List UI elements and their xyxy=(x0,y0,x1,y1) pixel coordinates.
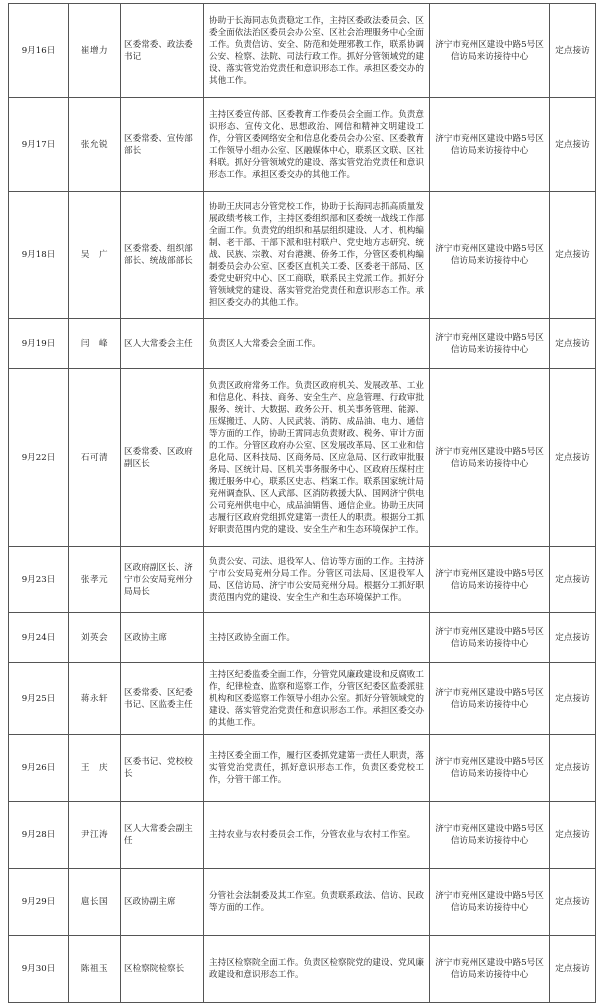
row-official-name: 张孝元 xyxy=(69,547,121,613)
row-duty: 协助王庆同志分管党校工作，协助于长海同志抓高质量发展政绩考核工作，主持区委组织部和区委统一战线工作部全面工作。负责党的组织和基层组织建设、人才、机构编制、老干部、干部下派和驻村联户、党史地方志研究、统战、民族、宗教、对台港澳、侨务工作，分管区委机构编制委员会办公室、区委区直机关工委、区委老干部局、区委党史研究中心、区工商联，联系民主党派工作。抓好分管领域党的建设、落实管党治党责任和意识形态工作。承担区委交办的其他工作。 xyxy=(204,192,430,319)
row-date: 9月26日 xyxy=(9,735,69,802)
row-duty: 负责区人大常委会全面工作。 xyxy=(204,319,430,369)
row-duty: 负责公安、司法、退役军人、信访等方面的工作。主持济宁市公安局兖州分局工作。分管区司法局、区退役军人局、区信访局、济宁市公安局兖州分局。根据分工抓好职责范围内党的建设、安全生产和生态环境保护工作。 xyxy=(204,547,430,613)
schedule-row xyxy=(9,547,596,613)
row-reception-mode: 定点接访 xyxy=(550,936,596,1003)
schedule-row xyxy=(9,98,596,192)
row-address: 济宁市兖州区建设中路5号区信访局来访接待中心 xyxy=(430,319,550,369)
row-duty: 主持区纪委监委全面工作，分管党风廉政建设和反腐败工作，纪律检查、监察和巡察工作，分管区纪委区监委派驻机构和区委巡察工作领导小组办公室。抓好分管领域党的建设、落实管党治党责任和意识形态工作。承担区委交办的其他工作。 xyxy=(204,663,430,735)
row-official-name: 尹江涛 xyxy=(69,802,121,869)
row-position: 区政协主席 xyxy=(121,613,204,663)
row-position: 区委常委、区纪委书记、区监委主任 xyxy=(121,663,204,735)
row-official-name: 张允锐 xyxy=(69,98,121,192)
row-date: 9月22日 xyxy=(9,369,69,547)
row-position: 区委常委、政法委书记 xyxy=(121,4,204,98)
row-reception-mode: 定点接访 xyxy=(550,869,596,936)
row-position: 区委常委、宣传部部长 xyxy=(121,98,204,192)
row-position: 区人大常委会主任 xyxy=(121,319,204,369)
row-reception-mode: 定点接访 xyxy=(550,735,596,802)
row-position: 区委常委、区政府副区长 xyxy=(121,369,204,547)
row-date: 9月23日 xyxy=(9,547,69,613)
row-reception-mode: 定点接访 xyxy=(550,192,596,319)
row-date: 9月24日 xyxy=(9,613,69,663)
row-position: 区检察院检察长 xyxy=(121,936,204,1003)
row-address: 济宁市兖州区建设中路5号区信访局来访接待中心 xyxy=(430,192,550,319)
row-duty: 主持区检察院全面工作。负责区检察院党的建设、党风廉政建设和意识形态工作。 xyxy=(204,936,430,1003)
row-date: 9月16日 xyxy=(9,4,69,98)
schedule-row xyxy=(9,802,596,869)
row-address: 济宁市兖州区建设中路5号区信访局来访接待中心 xyxy=(430,4,550,98)
row-position: 区委书记、党校校长 xyxy=(121,735,204,802)
row-address: 济宁市兖州区建设中路5号区信访局来访接待中心 xyxy=(430,663,550,735)
row-official-name: 陈祖玉 xyxy=(69,936,121,1003)
row-official-name: 崔增力 xyxy=(69,4,121,98)
row-date: 9月17日 xyxy=(9,98,69,192)
row-date: 9月19日 xyxy=(9,319,69,369)
row-official-name: 闫 峰 xyxy=(69,319,121,369)
row-reception-mode: 定点接访 xyxy=(550,319,596,369)
row-duty: 主持区政协全面工作。 xyxy=(204,613,430,663)
row-duty: 主持区委宣传部、区委教育工作委员会全面工作。负责意识形态、宣传文化、思想政治、网信和精神文明建设工作，分管区委网络安全和信息化委员会办公室、区委教育工作领导小组办公室、区融媒体中心，联系区文联、区社科联。抓好分管领域党的建设、落实管党治党责任和意识形态工作。承担区委交办的其他工作。 xyxy=(204,98,430,192)
row-reception-mode: 定点接访 xyxy=(550,547,596,613)
row-duty: 主持农业与农村委员会工作，分管农业与农村工作室。 xyxy=(204,802,430,869)
schedule-row xyxy=(9,936,596,1003)
schedule-row xyxy=(9,869,596,936)
row-date: 9月25日 xyxy=(9,663,69,735)
schedule-row xyxy=(9,319,596,369)
schedule-row xyxy=(9,192,596,319)
row-official-name: 刘英会 xyxy=(69,613,121,663)
row-address: 济宁市兖州区建设中路5号区信访局来访接待中心 xyxy=(430,98,550,192)
row-official-name: 石可清 xyxy=(69,369,121,547)
row-address: 济宁市兖州区建设中路5号区信访局来访接待中心 xyxy=(430,869,550,936)
row-reception-mode: 定点接访 xyxy=(550,98,596,192)
row-address: 济宁市兖州区建设中路5号区信访局来访接待中心 xyxy=(430,936,550,1003)
row-duty: 协助于长海同志负责稳定工作，主持区委政法委员会、区委全面依法治区委员会办公室、区社会治理服务中心全面工作。负责信访、安全、防范和处理邪教工作，联系协调公安、检察、法院、司法行政工作。抓好分管领域党的建设、落实管党治党责任和意识形态工作。承担区委交办的其他工作。 xyxy=(204,4,430,98)
schedule-row xyxy=(9,613,596,663)
row-reception-mode: 定点接访 xyxy=(550,4,596,98)
row-official-name: 扈长国 xyxy=(69,869,121,936)
row-reception-mode: 定点接访 xyxy=(550,613,596,663)
row-date: 9月28日 xyxy=(9,802,69,869)
row-reception-mode: 定点接访 xyxy=(550,663,596,735)
row-duty: 负责区政府常务工作。负责区政府机关、发展改革、工业和信息化、科技、商务、安全生产、应急管理、行政审批服务、统计、大数据、政务公开、机关事务管理、能源、压煤搬迁、人防、人民武装、消防、成品油、电力、通信等方面的工作，协助王霄同志负责财政、税务、审计方面的工作。分管区政府办公室、区发展改革局、区工业和信息化局、区科技局、区商务局、区应急局、区行政审批服务局、区统计局、区机关事务服务中心、区政府压煤村庄搬迁服务中心，联系区史志、档案工作。联系国家统计局兖州调查队、区人武部、区消防救援大队、国网济宁供电公司兖州供电中心，成品油销售、通信企业。协助王庆同志履行区政府党组抓党建第一责任人的职责。根据分工抓好职责范围内党的建设、安全生产和生态环境保护工作。 xyxy=(204,369,430,547)
row-reception-mode: 定点接访 xyxy=(550,369,596,547)
row-official-name: 蒋永轩 xyxy=(69,663,121,735)
schedule-row xyxy=(9,735,596,802)
row-address: 济宁市兖州区建设中路5号区信访局来访接待中心 xyxy=(430,369,550,547)
schedule-table-body xyxy=(9,4,596,1003)
schedule-row xyxy=(9,369,596,547)
row-date: 9月29日 xyxy=(9,869,69,936)
reception-schedule-document xyxy=(8,3,595,1003)
row-date: 9月30日 xyxy=(9,936,69,1003)
row-address: 济宁市兖州区建设中路5号区信访局来访接待中心 xyxy=(430,613,550,663)
row-reception-mode: 定点接访 xyxy=(550,802,596,869)
row-address: 济宁市兖州区建设中路5号区信访局来访接待中心 xyxy=(430,735,550,802)
row-duty: 分管社会法制委及其工作室。负责联系政法、信访、民政等方面的工作。 xyxy=(204,869,430,936)
row-position: 区政府副区长、济宁市公安局兖州分局局长 xyxy=(121,547,204,613)
schedule-row xyxy=(9,4,596,98)
row-address: 济宁市兖州区建设中路5号区信访局来访接待中心 xyxy=(430,802,550,869)
row-address: 济宁市兖州区建设中路5号区信访局来访接待中心 xyxy=(430,547,550,613)
row-position: 区人大常委会副主任 xyxy=(121,802,204,869)
reception-schedule-table xyxy=(8,3,596,1003)
row-position: 区政协副主席 xyxy=(121,869,204,936)
row-official-name: 王 庆 xyxy=(69,735,121,802)
row-date: 9月18日 xyxy=(9,192,69,319)
row-duty: 主持区委全面工作，履行区委抓党建第一责任人职责，落实管党治党责任，抓好意识形态工作，负责区委党校工作，分管干部工作。 xyxy=(204,735,430,802)
row-position: 区委常委、组织部部长、统战部部长 xyxy=(121,192,204,319)
schedule-row xyxy=(9,663,596,735)
row-official-name: 吴 广 xyxy=(69,192,121,319)
